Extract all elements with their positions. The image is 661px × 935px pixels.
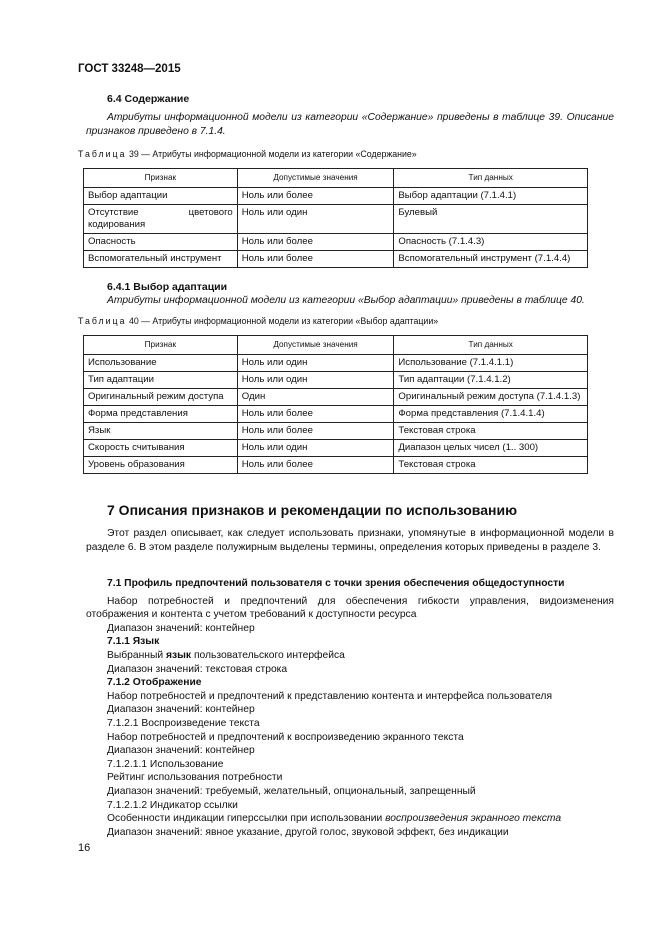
table-cell: Текстовая строка [394,423,588,440]
section-7-1-1-text-post: пользовательского интерфейса [191,649,345,661]
section-7-1-content [86,577,614,839]
table-cell: Ноль или более [237,188,394,205]
table-cell: Использование [84,355,238,372]
section-7-1-2-1-2-title: 7.1.2.1.2 Индикатор ссылки [107,799,238,811]
table-cell: Выбор адаптации (7.1.4.1) [394,188,588,205]
table-cell: Язык [84,423,238,440]
section-6-4-text: Атрибуты информационной модели из категории «Содержание» приведены в таблице 39. Описание признаков приведено в 7.1.4. [86,112,614,137]
section-7-1-2-1-title: 7.1.2.1 Воспроизведение текста [107,717,260,729]
section-7-1-range: Диапазон значений: контейнер [107,622,255,634]
table-40-caption-text: 40 — Атрибуты информационной модели из категории «Выбор адаптации» [126,316,439,326]
table-cell: Ноль или более [237,423,394,440]
section-7-intro [86,527,614,554]
table-cell: Один [237,389,394,406]
section-7-1-2-1-1-text: Рейтинг использования потребности [107,772,283,784]
table-cell: Ноль или один [237,372,394,389]
table-row [84,423,588,440]
section-7-1-2-1-1-title: 7.1.2.1.1 Использование [107,758,224,770]
section-7-1-2-1-2-text-pre: Особенности индикации гиперссылки при использовании [107,813,386,825]
section-7-1-2-text: Набор потребностей и предпочтений к представлению контента и интерфейса пользователя [107,690,553,702]
section-7-1-2-1-2-text [86,812,614,826]
table-cell: Уровень образования [84,457,238,474]
term-language: язык [166,649,192,661]
table-cell: Текстовая строка [394,457,588,474]
section-7-1-1-text-pre: Выбранный [107,649,167,661]
table-row [84,355,588,372]
section-7-1-2-1-text: Набор потребностей и предпочтений к воспроизведению экранного текста [107,731,464,743]
section-7-1-1-text [86,649,614,663]
table-row [84,234,588,251]
table-cell: Отсутствие цветового кодирования [84,205,238,234]
column-header: Признак [84,336,238,355]
table-row [84,389,588,406]
table-40-caption [78,316,438,326]
section-7-1-text: Набор потребностей и предпочтений для обеспечения гибкости управления, видоизменения отображения и контента с учетом требований к доступности ресурса [86,595,614,621]
table-row [84,188,588,205]
table-cell: Булевый [394,205,588,234]
term-screen-reading: воспроизведения экранного текста [385,813,562,825]
table-row [84,205,588,234]
table-cell: Использование (7.1.4.1.1) [394,355,588,372]
table-cell: Опасность (7.1.4.3) [394,234,588,251]
table-cell: Тип адаптации (7.1.4.1.2) [394,372,588,389]
table-row [84,406,588,423]
table-row [84,372,588,389]
table-cell: Ноль или один [237,440,394,457]
table-40 [83,335,588,474]
table-cell: Ноль или один [237,355,394,372]
column-header: Признак [84,169,238,188]
section-7-1-2-1-range: Диапазон значений: контейнер [107,745,255,757]
section-7-intro-text: Этот раздел описывает, как следует использовать признаки, упомянутые в информационной модели в разделе 6. В этом разделе полужирным выделены термины, определения которых приведены в разделе 3. [86,528,614,553]
table-cell: Опасность [84,234,238,251]
table-cell: Оригинальный режим доступа (7.1.4.1.3) [394,389,588,406]
section-7-1-2-1-1-range: Диапазон значений: требуемый, желательный, опциональный, запрещенный [107,785,476,797]
section-7-title: 7 Описания признаков и рекомендации по использованию [107,502,518,518]
table-header-row [84,169,588,188]
column-header: Допустимые значения [237,169,394,188]
column-header: Допустимые значения [237,336,394,355]
section-7-1-1-title: 7.1.1 Язык [107,636,160,648]
table-cell: Форма представления (7.1.4.1.4) [394,406,588,423]
column-header: Тип данных [394,336,588,355]
table-cell: Ноль или более [237,406,394,423]
section-7-1-title: 7.1 Профиль предпочтений пользователя с точки зрения обеспечения общедоступности [107,578,565,589]
table-39-caption-prefix: Таблица [78,149,127,159]
table-39-caption [78,149,417,159]
document-header: ГОСТ 33248—2015 [78,63,181,75]
page-number: 16 [78,842,91,854]
section-7-1-2-range: Диапазон значений: контейнер [107,704,255,716]
table-cell: Скорость считывания [84,440,238,457]
table-cell: Ноль или более [237,234,394,251]
table-cell: Диапазон целых чисел (1.. 300) [394,440,588,457]
table-row [84,457,588,474]
table-header-row [84,336,588,355]
table-cell: Ноль или более [237,251,394,268]
section-6-4-title: 6.4 Содержание [107,93,190,105]
table-row [84,251,588,268]
table-cell: Выбор адаптации [84,188,238,205]
table-cell: Вспомогательный инструмент (7.1.4.4) [394,251,588,268]
section-6-4-1-title: 6.4.1 Выбор адаптации [107,281,228,293]
table-cell: Тип адаптации [84,372,238,389]
table-row [84,440,588,457]
table-cell: Форма представления [84,406,238,423]
table-39-caption-text: 39 — Атрибуты информационной модели из категории «Содержание» [126,149,417,159]
section-6-4-1-text: Атрибуты информационной модели из категории «Выбор адаптации» приведены в таблице 40. [107,295,585,306]
section-7-1-1-range: Диапазон значений: текстовая строка [107,663,288,675]
table-40-caption-prefix: Таблица [78,316,127,326]
column-header: Тип данных [394,169,588,188]
table-cell: Оригинальный режим доступа [84,389,238,406]
table-cell: Ноль или один [237,205,394,234]
table-cell: Вспомогательный инструмент [84,251,238,268]
section-7-1-2-1-2-range: Диапазон значений: явное указание, другой голос, звуковой эффект, без индикации [107,826,509,838]
table-cell: Ноль или более [237,457,394,474]
table-39 [83,168,588,268]
section-7-1-2-title: 7.1.2 Отображение [107,677,202,689]
